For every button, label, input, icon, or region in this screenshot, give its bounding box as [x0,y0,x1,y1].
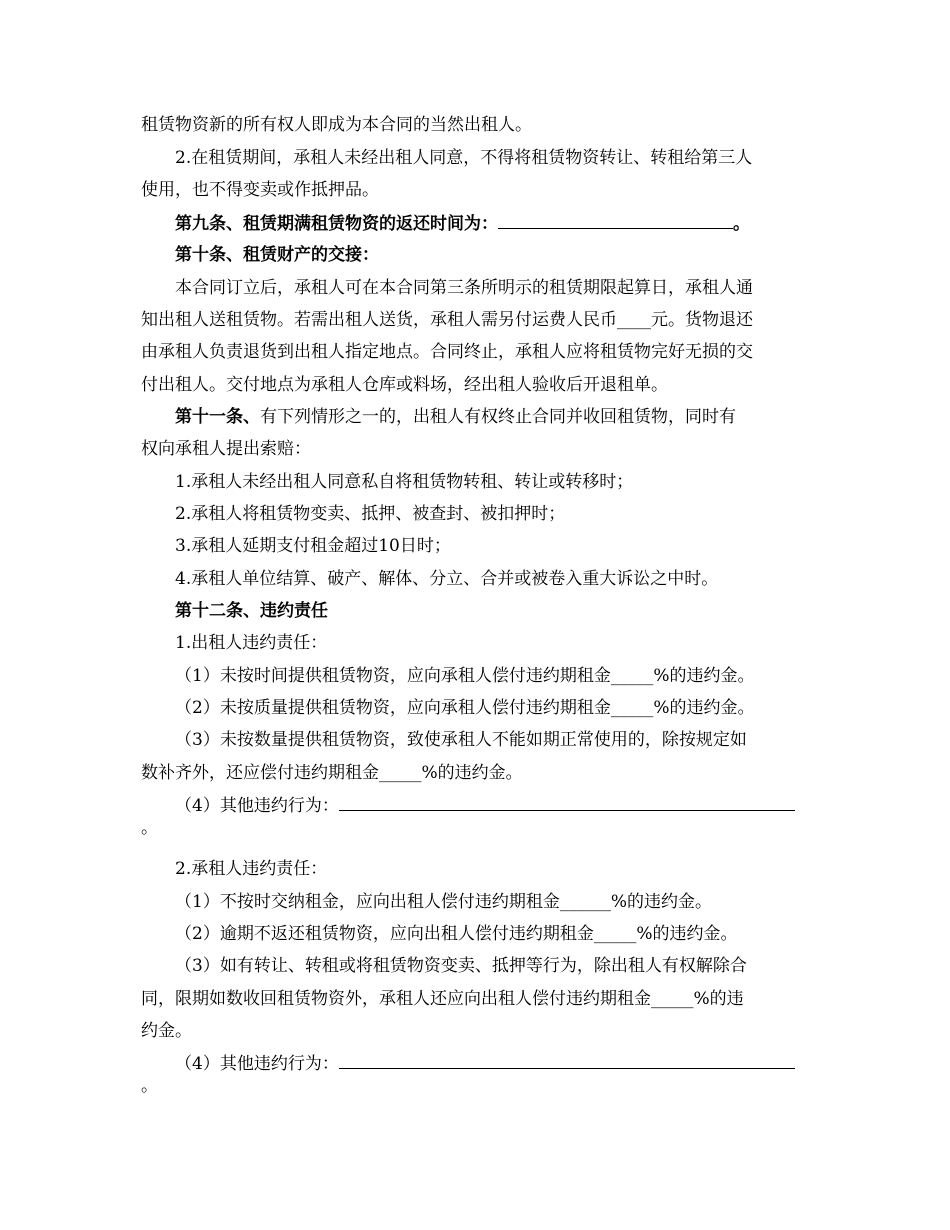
other-breach-line [175,1051,795,1075]
text-line: 权向承租人提出索赔： [141,439,311,459]
text-line: 租赁物资新的所有权人即成为本合同的当然出租人。 [141,115,532,135]
list-item: （3）如有转让、转租或将租赁物资变卖、抵押等行为，除出租人有权解除合 [175,956,747,976]
list-item: 1.承租人未经出租人同意私自将租赁物转租、转让或转移时； [175,472,634,492]
list-item: （2）逾期不返还租赁物资，应向出租人偿付违约期租金_____%的违约金。 [175,924,738,944]
list-item: （2）未按质量提供租赁物资，应向承租人偿付违约期租金_____%的违约金。 [175,698,755,718]
article-11-line [175,405,736,429]
text-line: 付出租人。交付地点为承租人仓库或料场，经出租人验收后开退租单。 [141,375,668,395]
article-12-title: 第十二条、违约责任 [175,601,328,621]
period: 。 [141,818,158,838]
list-item: （1）未按时间提供租赁物资，应向承租人偿付违约期租金_____%的违约金。 [175,666,755,686]
blank-underline [339,793,795,811]
period: 。 [733,214,750,234]
list-item: 4.承租人单位结算、破产、解体、分立、合并或被卷入重大诉讼之中时。 [175,569,719,589]
text-span: （4）其他违约行为： [175,1054,339,1074]
article-10-title: 第十条、租赁财产的交接： [175,245,379,265]
text-span: （4）其他违约行为： [175,796,339,816]
text-line: 约金。 [141,1021,192,1041]
list-item: 2.承租人将租赁物变卖、抵押、被查封、被扣押时； [175,504,566,524]
article-11-title: 第十一条、 [175,407,260,427]
text-line: 2.承租人违约责任： [175,859,328,879]
other-breach-line [175,793,795,817]
text-line: 知出租人送租赁物。若需出租人送货，承租人需另付运费人民币____元。货物退还 [141,310,753,330]
list-item: 3.承租人延期支付租金超过10日时； [175,536,451,556]
text-span: 有下列情形之一的，出租人有权终止合同并收回租赁物，同时有 [260,407,736,427]
text-line: 本合同订立后，承租人可在本合同第三条所明示的租赁期限起算日，承租人通 [175,278,753,298]
text-line: 由承租人负责退货到出租人指定地点。合同终止，承租人应将租赁物完好无损的交 [141,342,753,362]
period: 。 [141,1076,158,1096]
list-item: （3）未按数量提供租赁物资，致使承租人不能如期正常使用的，除按规定如 [175,730,747,750]
blank-underline [498,211,733,229]
text-line: 同，限期如数收回租赁物资外，承租人还应向出租人偿付违约期租金_____%的违 [141,989,744,1009]
article-9-line [175,211,750,235]
text-line: 数补齐外，还应偿付违约期租金_____%的违约金。 [141,763,523,783]
blank-underline [339,1051,795,1069]
text-line: 使用，也不得变卖或作抵押品。 [141,180,379,200]
text-line: 1.出租人违约责任： [175,633,328,653]
article-9-title: 第九条、租赁期满租赁物资的返还时间为： [175,214,498,234]
text-line: 2.在租赁期间，承租人未经出租人同意，不得将租赁物资转让、转租给第三人 [175,148,753,168]
list-item: （1）不按时交纳租金，应向出租人偿付违约期租金______%的违约金。 [175,892,712,912]
